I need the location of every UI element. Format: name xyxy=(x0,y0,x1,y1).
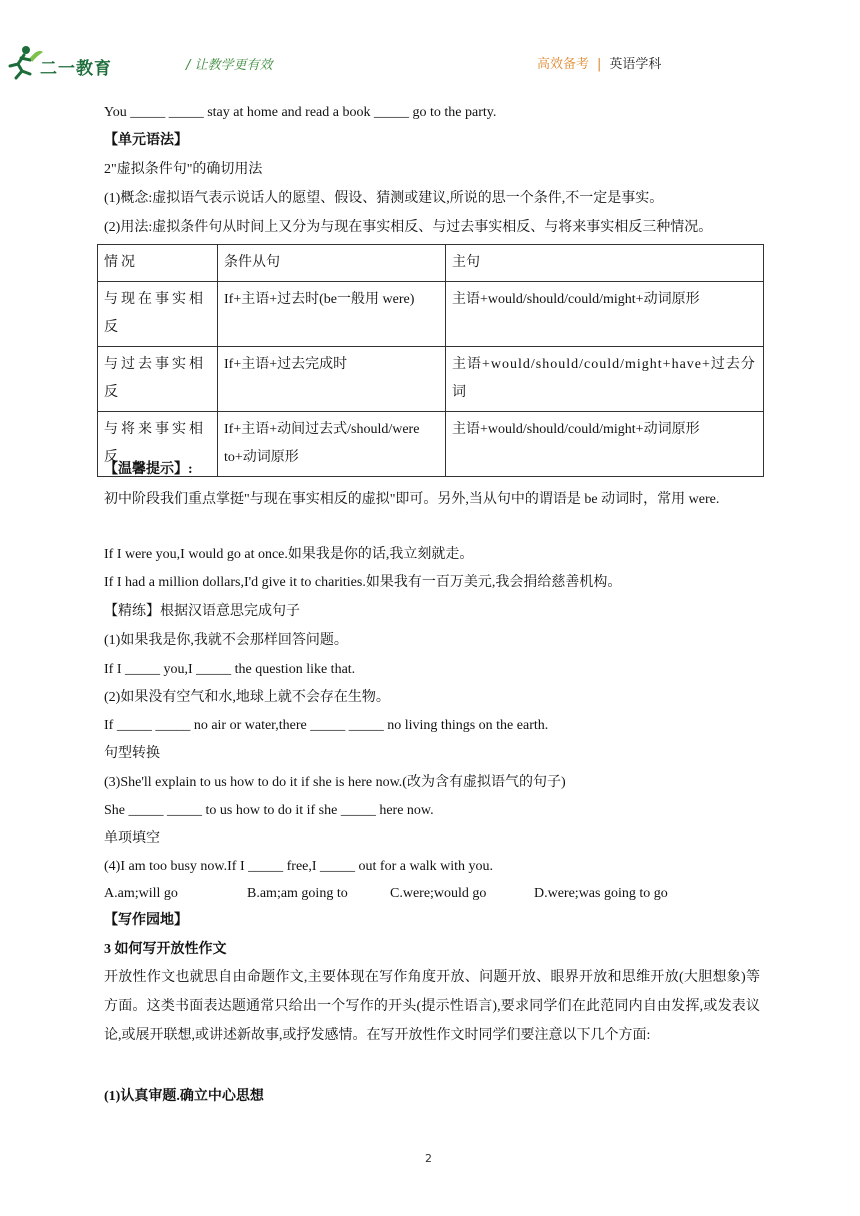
page-number: 2 xyxy=(425,1152,432,1165)
table-header-cell: 条件从句 xyxy=(218,245,446,282)
slogan: / 让教学更有效 xyxy=(186,58,273,73)
header-tag-exam: 高效备考 xyxy=(537,57,590,72)
table-cell: 主语+would/should/could/might+have+过去分词 xyxy=(446,347,764,412)
fill-blank-sentence: You _____ _____ stay at home and read a book _____ go to the party. xyxy=(104,105,497,120)
grammar-heading: 2"虚拟条件句"的确切用法 xyxy=(104,162,263,177)
table-header-row xyxy=(98,245,764,282)
question-2-blank: If _____ _____ no air or water,there _____ _____ no living things on the earth. xyxy=(104,718,549,733)
answer-option: A.am;will go xyxy=(104,886,178,901)
table-cell: If+主语+过去完成时 xyxy=(218,347,446,412)
header-separator: | xyxy=(597,57,602,72)
section-sentence-transform: 句型转换 xyxy=(104,746,160,761)
section-multiple-choice: 单项填空 xyxy=(104,831,160,846)
question-3-blank: She _____ _____ to us how to do it if she _____ here now. xyxy=(104,803,434,818)
answer-option: C.were;would go xyxy=(390,886,487,901)
tips-paragraph: 初中阶段我们重点掌挺"与现在事实相反的虚拟"即可。另外,当从句中的谓语是 be 动词时，常用 were. xyxy=(104,492,720,507)
table-row xyxy=(98,347,764,412)
practice-title: 【精练】根据汉语意思完成句子 xyxy=(104,604,300,619)
grammar-usage: (2)用法:虚拟条件句从时间上又分为与现在事实相反、与过去事实相反、与将来事实相反三种情况。 xyxy=(104,220,713,235)
question-1-blank: If I _____ you,I _____ the question like that. xyxy=(104,662,356,677)
writing-paragraph: 开放性作文也就思自由命题作文,主要体现在写作角度开放、问题开放、眼界开放和思维开放(大胆想象)等方面。这类书面表达题通常只给出一个写作的开头(提示性语言),要求同学们在此范同内自由发挥,或发表议论,或展开联想,或讲述新故事,或抒发感情。在写开放性作文时同学们要注意以下几个方面: xyxy=(104,970,760,1043)
writing-section-title: 【写作园地】 xyxy=(104,913,188,928)
writing-point-1: (1)认真审题.确立中心思想 xyxy=(104,1089,264,1104)
table-cell: 主语+would/should/could/might+动词原形 xyxy=(446,412,764,477)
example-sentence: If I had a million dollars,I'd give it to charities.如果我有一百万美元,我会捐给慈善机构。 xyxy=(104,575,622,590)
table-header-cell: 情况 xyxy=(98,245,218,282)
section-title-grammar: 【单元语法】 xyxy=(104,133,188,148)
table-cell: 与现在事实相反 xyxy=(98,282,218,347)
header-tag-subject: 英语学科 xyxy=(609,57,662,72)
table-cell: If+主语+动间过去式/should/were to+动词原形 xyxy=(218,412,446,477)
tips-title: 【温馨提示】: xyxy=(104,462,193,477)
table-cell: 与将来事实相反 xyxy=(98,412,218,477)
table-cell: If+主语+过去时(be一般用 were) xyxy=(218,282,446,347)
question-3: (3)She'll explain to us how to do it if she is here now.(改为含有虚拟语气的句子) xyxy=(104,775,566,790)
table-cell: 主语+would/should/could/might+动词原形 xyxy=(446,282,764,347)
answer-option: B.am;am going to xyxy=(247,886,348,901)
logo xyxy=(4,44,114,80)
logo-text: 二一教育 xyxy=(40,59,112,79)
writing-heading: 3 如何写开放性作文 xyxy=(104,942,227,957)
table-cell: 与过去事实相反 xyxy=(98,347,218,412)
example-sentence: If I were you,I would go at once.如果我是你的话,我立刻就走。 xyxy=(104,547,474,562)
answer-option: D.were;was going to go xyxy=(534,886,668,901)
table-row xyxy=(98,282,764,347)
question-4: (4)I am too busy now.If I _____ free,I _____ out for a walk with you. xyxy=(104,859,494,874)
page-header xyxy=(0,38,860,88)
runner-logo-icon xyxy=(4,44,44,80)
grammar-concept: (1)概念:虚拟语气表示说话人的愿望、假设、猜测或建议,所说的思一个条件,不一定是事实。 xyxy=(104,191,664,206)
table-header-cell: 主句 xyxy=(446,245,764,282)
question-2: (2)如果没有空气和水,地球上就不会存在生物。 xyxy=(104,690,390,705)
question-1: (1)如果我是你,我就不会那样回答问题。 xyxy=(104,633,348,648)
header-subject xyxy=(537,53,661,72)
table-row xyxy=(98,412,764,477)
conditional-table xyxy=(97,244,764,477)
